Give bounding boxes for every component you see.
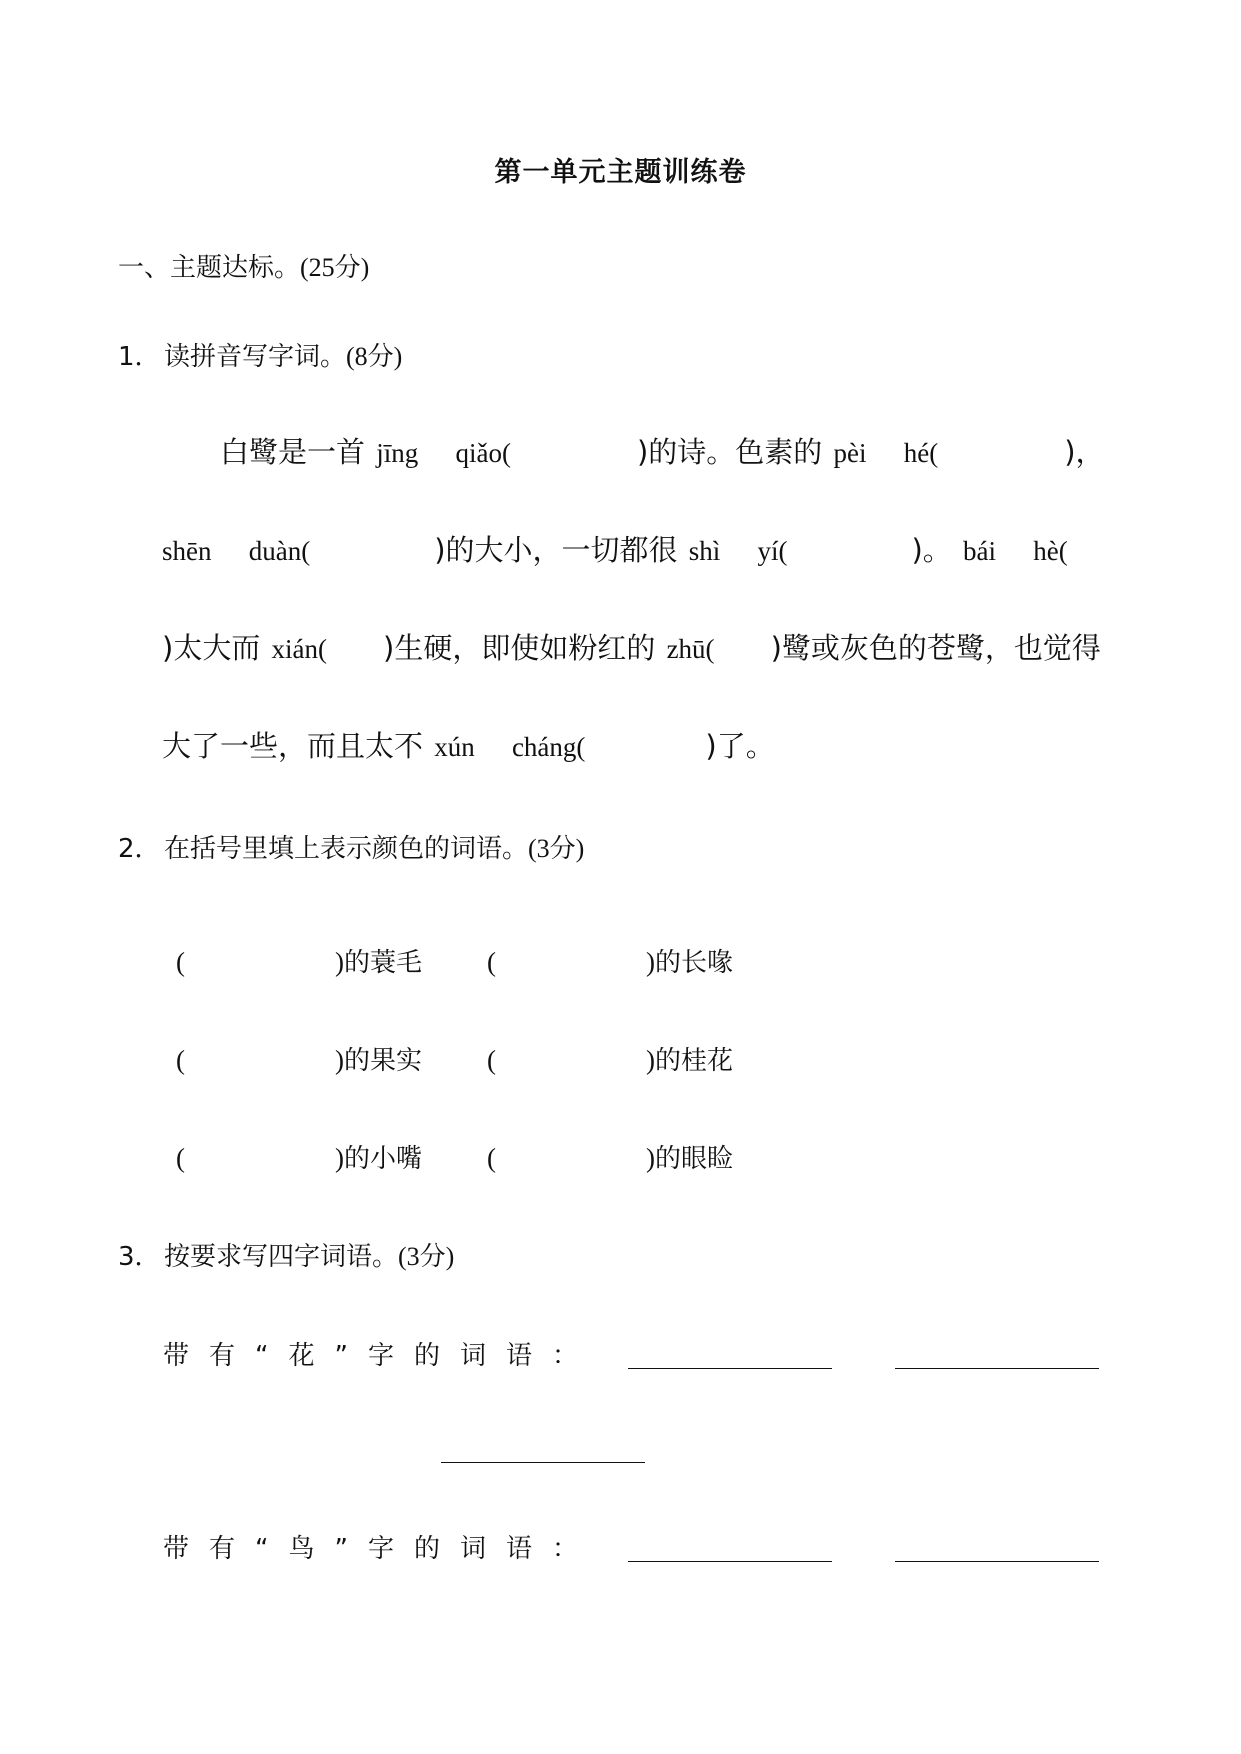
open-paren: (: [487, 1045, 496, 1075]
line-text: )生硬，即使如粉红的: [383, 631, 656, 665]
pinyin: cháng(: [511, 732, 586, 762]
close-paren: ): [335, 1045, 344, 1075]
close-paren: ): [335, 1143, 344, 1173]
pinyin: qiǎo(: [455, 438, 511, 468]
line-text: )。: [911, 533, 952, 567]
color-row-2: [176, 1040, 422, 1077]
line-text: )鹭或灰色的苍鹭，也觉得: [770, 631, 1101, 665]
item-label-bird: 带有“鸟”字的词语：: [163, 1534, 598, 1564]
pinyin: hé(: [903, 438, 939, 468]
close-paren: ): [646, 1143, 655, 1173]
question-2-heading: [118, 828, 584, 865]
fill-line-3: [162, 626, 1101, 667]
color-row-2b: [487, 1040, 733, 1077]
question-prompt: 读拼音写字词。: [164, 342, 347, 372]
item-label-flower: 带有“花”字的词语：: [163, 1341, 598, 1371]
section-score: (25分): [300, 253, 370, 282]
fill-line-1: [220, 430, 1105, 471]
pinyin: pèi: [833, 438, 867, 468]
answer-line[interactable]: [628, 1368, 832, 1369]
line-text: )，: [1064, 435, 1105, 469]
line-text: 大了一些，而且太不: [162, 729, 424, 763]
pinyin: xián(: [271, 634, 328, 664]
open-paren: (: [176, 1045, 185, 1075]
color-row-3: [176, 1138, 422, 1175]
line-text: 白鹭是一首: [220, 435, 366, 469]
open-paren: (: [487, 1143, 496, 1173]
question-score: (8分): [346, 342, 403, 371]
fill-line-2: [162, 528, 1068, 569]
row-text: 的蓑毛: [344, 948, 423, 978]
line-text: )了。: [705, 729, 775, 763]
answer-line[interactable]: [895, 1561, 1099, 1562]
row-text: 的桂花: [655, 1046, 734, 1076]
color-row-1b: [487, 942, 733, 979]
question-prompt: 在括号里填上表示颜色的词语。: [164, 834, 529, 864]
question-1-heading: [118, 336, 402, 373]
answer-line[interactable]: [895, 1368, 1099, 1369]
pinyin: hè(: [1033, 536, 1068, 566]
open-paren: (: [176, 1143, 185, 1173]
question-score: (3分): [528, 834, 585, 863]
open-paren: (: [487, 947, 496, 977]
page-title: 第一单元主题训练卷: [494, 157, 747, 188]
answer-line[interactable]: [441, 1462, 645, 1463]
fill-line-4: [162, 724, 775, 765]
pinyin: shì: [688, 536, 721, 566]
question-number: 2．: [118, 834, 161, 864]
row-text: 的小嘴: [344, 1144, 423, 1174]
answer-line[interactable]: [628, 1561, 832, 1562]
question-score: (3分): [398, 1242, 455, 1271]
question-prompt: 按要求写四字词语。: [164, 1242, 399, 1272]
line-text: )的大小，一切都很: [434, 533, 678, 567]
close-paren: ): [646, 1045, 655, 1075]
pinyin: bái: [963, 536, 997, 566]
question-3-heading: [118, 1236, 454, 1273]
close-paren: ): [646, 947, 655, 977]
line-text: )的诗。色素的: [636, 435, 823, 469]
pinyin: duàn(: [248, 536, 311, 566]
row-text: 的眼睑: [655, 1144, 734, 1174]
question-number: 1．: [118, 342, 161, 372]
color-row-1: [176, 942, 422, 979]
pinyin: jīng: [376, 438, 419, 468]
pinyin: zhū(: [666, 634, 715, 664]
section-heading: [118, 247, 369, 284]
row-text: 的果实: [344, 1046, 423, 1076]
pinyin: shēn: [162, 536, 212, 566]
section-label: 一、主题达标。: [118, 253, 301, 283]
pinyin: xún: [434, 732, 475, 762]
color-row-3b: [487, 1138, 733, 1175]
line-text: )太大而: [162, 631, 261, 665]
row-text: 的长喙: [655, 948, 734, 978]
pinyin: yí(: [757, 536, 788, 566]
question-number: 3．: [118, 1242, 161, 1272]
open-paren: (: [176, 947, 185, 977]
close-paren: ): [335, 947, 344, 977]
